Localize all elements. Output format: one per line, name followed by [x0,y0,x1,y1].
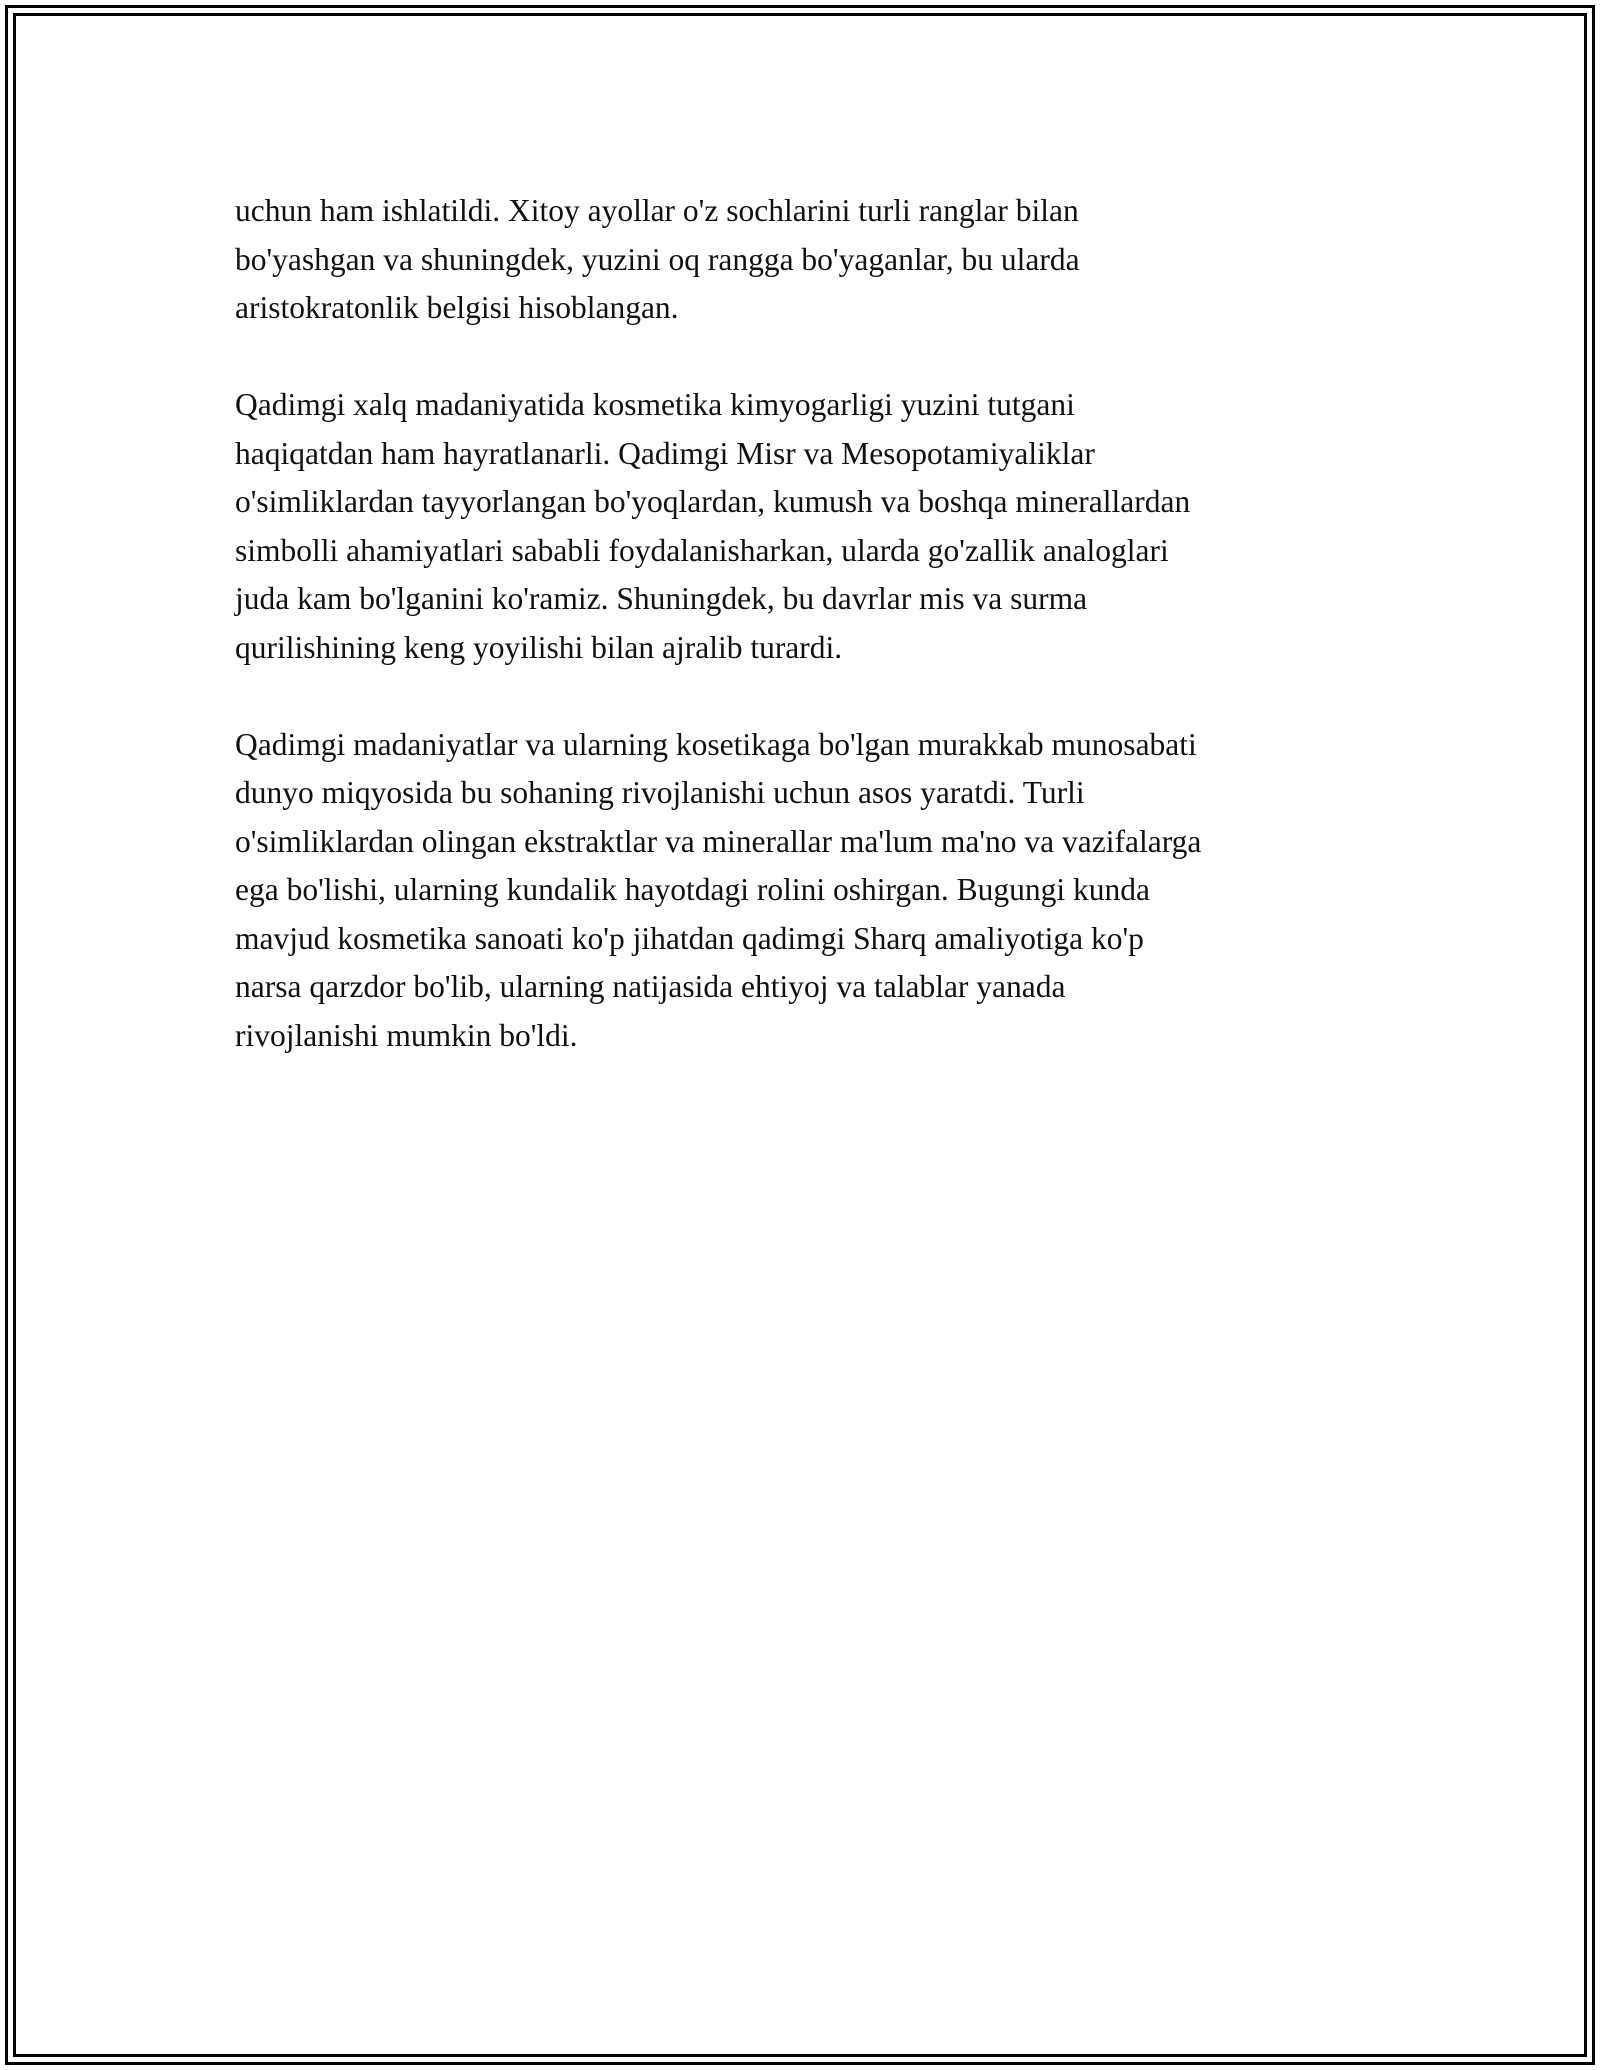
document-body [235,187,1375,1109]
paragraph-2: Qadimgi xalq madaniyatida kosmetika kimyogarligi yuzini tutgani haqiqatdan ham hayratlanarli. Qadimgi Misr va Mesopotamiyaliklar o'simliklardan tayyorlangan bo'yoqlardan, kumush va boshqa minerallardan simbolli ahamiyatlari sababli foydalanisharkan, ularda go'zallik analoglari juda kam bo'lganini ko'ramiz. Shuningdek, bu davrlar mis va surma qurilishining keng yoyilishi bilan ajralib turardi. [235,387,1191,665]
paragraph-1: uchun ham ishlatildi. Xitoy ayollar o'z sochlarini turli ranglar bilan bo'yashgan va shuningdek, yuzini oq rangga bo'yaganlar, bu ularda aristokratonlik belgisi hisoblangan. [235,193,1080,325]
paragraph-3: Qadimgi madaniyatlar va ularning kosetikaga bo'lgan murakkab munosabati dunyo miqyosida bu sohaning rivojlanishi uchun asos yaratdi. Turli o'simliklardan olingan ekstraktlar va minerallar ma'lum ma'no va vazifalarga ega bo'lishi, ularning kundalik hayotdagi rolini oshirgan. Bugungi kunda mavjud kosmetika sanoati ko'p jihatdan qadimgi Sharq amaliyotiga ko'p narsa qarzdor bo'lib, ularning natijasida ehtiyoj va talablar yanada rivojlanishi mumkin bo'ldi. [235,726,1202,1053]
